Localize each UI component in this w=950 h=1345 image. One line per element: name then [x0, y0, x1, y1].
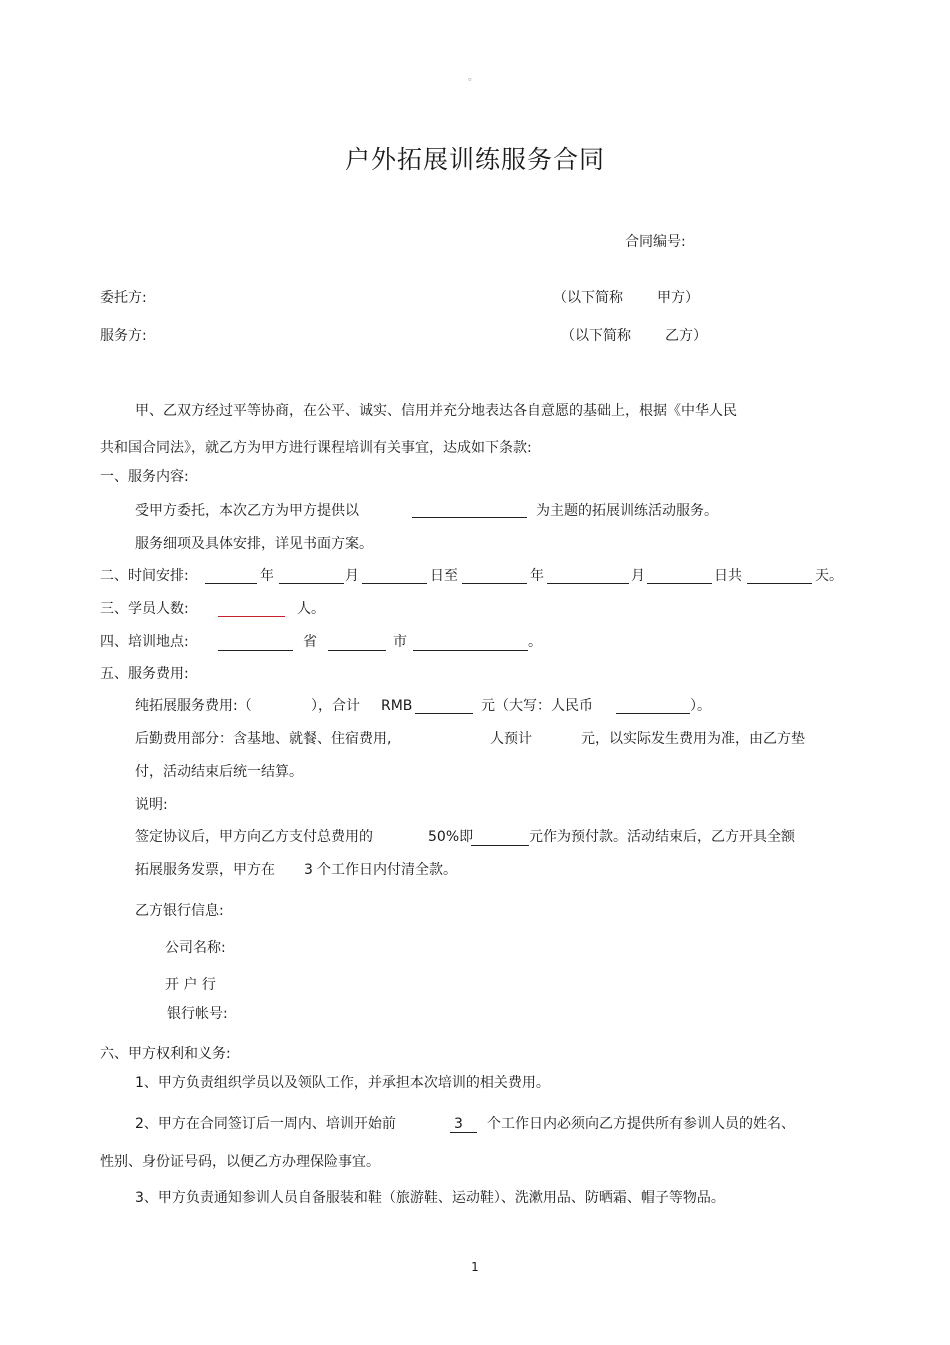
duty-item-2-days: 3: [454, 1116, 463, 1132]
payment-text: 签定协议后，甲方向乙方支付总费用的: [135, 829, 373, 845]
provider-short-name: 乙方）: [665, 328, 707, 344]
invoice-text-end: 个工作日内付清全款。: [317, 862, 457, 878]
provider-note: （以下简称: [561, 328, 631, 344]
logistics-settlement: 元，以实际发生费用为准，由乙方垫: [581, 731, 805, 747]
month-label-2: 月: [631, 568, 645, 584]
start-month-blank[interactable]: [279, 583, 344, 584]
section-5-heading: 五、服务费用:: [100, 666, 189, 682]
province-blank[interactable]: [218, 650, 293, 651]
client-label: 委托方:: [100, 290, 147, 306]
fee-end: ）。: [690, 698, 711, 714]
city-label: 市: [393, 634, 407, 650]
section-6-heading: 六、甲方权利和义务:: [100, 1046, 231, 1062]
intro-line-2: 共和国合同法》，就乙方为甲方进行课程培训有关事宜，达成如下条款:: [100, 440, 532, 456]
service-theme-text: 受甲方委托，本次乙方为甲方提供以: [135, 503, 359, 519]
payment-percent: 50%即: [428, 829, 474, 845]
bank-branch-label: 开 户 行: [165, 977, 216, 993]
day-to-label: 日至: [430, 568, 458, 584]
header-mark: 。: [468, 72, 478, 83]
client-short-name: 甲方）: [657, 290, 699, 306]
duty-item-1: 1、甲方负责组织学员以及领队工作，并承担本次培训的相关费用。: [135, 1075, 550, 1091]
year-label-2: 年: [530, 568, 544, 584]
page-title: 户外拓展训练服务合同: [344, 145, 605, 174]
duty-item-2-cont: 性别、身份证号码，以便乙方办理保险事宜。: [100, 1154, 380, 1170]
bank-info-heading: 乙方银行信息:: [135, 903, 224, 919]
end-year-blank[interactable]: [462, 583, 527, 584]
duty-item-3: 3、甲方负责通知参训人员自备服装和鞋（旅游鞋、运动鞋）、洗漱用品、防晒霜、帽子等物品。: [135, 1190, 725, 1206]
section-3-heading: 三、学员人数:: [100, 601, 189, 617]
duty-days-underline: [450, 1132, 477, 1133]
bank-account-label: 银行帐号:: [167, 1006, 228, 1022]
address-end: 。: [528, 634, 542, 650]
duty-item-2-text: 个工作日内必须向乙方提供所有参训人员的姓名、: [487, 1116, 795, 1132]
day-total-label: 日共: [714, 568, 742, 584]
duty-item-2: 2、甲方在合同签订后一周内、培训开始前: [135, 1116, 396, 1132]
prepayment-blank[interactable]: [471, 845, 529, 846]
section-4-heading: 四、培训地点:: [100, 634, 189, 650]
province-label: 省: [303, 634, 317, 650]
end-day-blank[interactable]: [647, 583, 712, 584]
service-theme-text-end: 为主题的拓展训练活动服务。: [536, 503, 718, 519]
payment-text-2: 元作为预付款。活动结束后，乙方开具全额: [529, 829, 795, 845]
logistics-per-person: 人预计: [490, 731, 532, 747]
section-2-heading: 二、时间安排:: [100, 568, 189, 584]
section-1-heading: 一、服务内容:: [100, 469, 189, 485]
contract-number-label: 合同编号:: [625, 234, 686, 250]
address-blank[interactable]: [413, 650, 528, 651]
invoice-text: 拓展服务发票，甲方在: [135, 862, 275, 878]
logistics-settlement-end: 付，活动结束后统一结算。: [135, 764, 303, 780]
year-label: 年: [260, 568, 274, 584]
fee-words-label: 元（大写：人民币: [481, 698, 593, 714]
fee-label: 纯拓展服务费用:（: [135, 698, 252, 714]
note-label: 说明:: [135, 797, 168, 813]
logistics-label: 后勤费用部分：含基地、就餐、住宿费用,: [135, 731, 392, 747]
payment-days: 3: [304, 862, 313, 878]
service-detail-text: 服务细项及具体安排，详见书面方案。: [135, 536, 373, 552]
page-number: 1: [471, 1260, 479, 1274]
fee-amount-blank[interactable]: [415, 713, 473, 714]
start-day-blank[interactable]: [362, 583, 427, 584]
client-note: （以下简称: [553, 290, 623, 306]
fee-currency: RMB: [381, 698, 413, 714]
intro-line-1: 甲、乙双方经过平等协商，在公平、诚实、信用并充分地表达各自意愿的基础上，根据《中华人民: [135, 403, 737, 419]
provider-label: 服务方:: [100, 328, 147, 344]
student-count-blank[interactable]: [218, 616, 285, 617]
bank-company-label: 公司名称:: [165, 940, 226, 956]
persons-label: 人。: [297, 601, 325, 617]
fee-total-label: ），合计: [311, 698, 360, 714]
theme-blank[interactable]: [412, 517, 527, 518]
city-blank[interactable]: [328, 650, 386, 651]
days-label: 天。: [815, 568, 843, 584]
fee-words-blank[interactable]: [616, 713, 690, 714]
start-year-blank[interactable]: [205, 583, 257, 584]
total-days-blank[interactable]: [747, 583, 812, 584]
month-label: 月: [345, 568, 359, 584]
end-month-blank[interactable]: [547, 583, 629, 584]
